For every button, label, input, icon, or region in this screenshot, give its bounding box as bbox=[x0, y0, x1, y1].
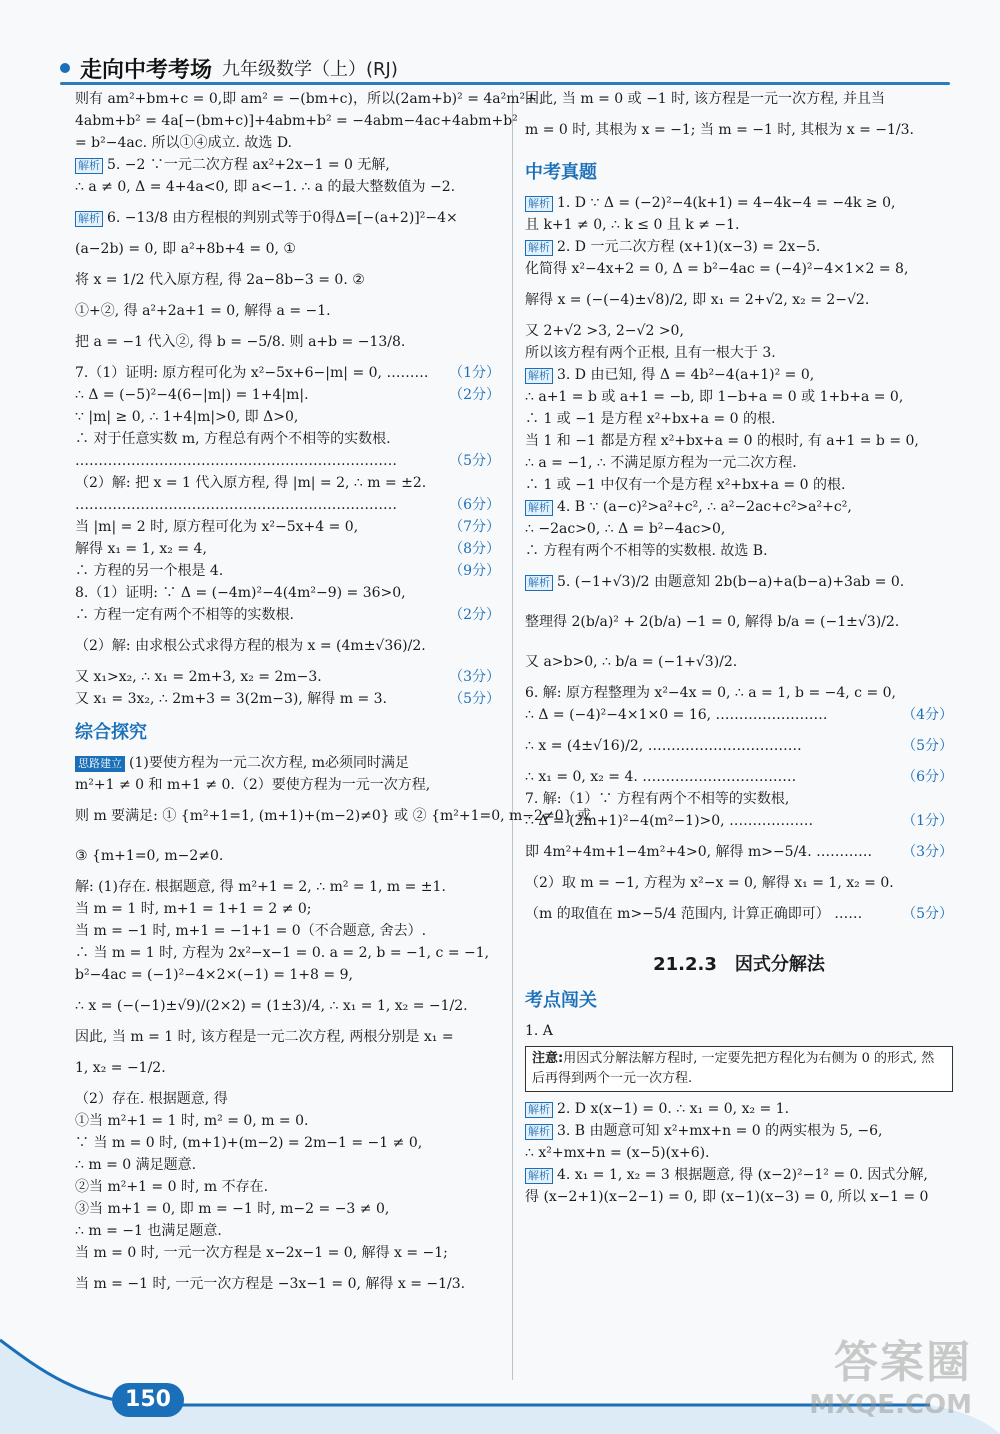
label-tag: 解析 bbox=[75, 211, 103, 227]
text-line bbox=[75, 560, 500, 582]
line-text: ∴ Δ = (2m+1)²−4(m²−1)>0, ……………… bbox=[525, 813, 814, 829]
text-line bbox=[525, 1186, 953, 1208]
text-line bbox=[75, 1154, 500, 1176]
section-heading: 考点闯关 bbox=[525, 990, 597, 1011]
text-line bbox=[525, 342, 953, 364]
text-line bbox=[75, 362, 500, 384]
text-line bbox=[75, 322, 500, 362]
text-line bbox=[75, 176, 500, 198]
line-text: ∴ a+1 = b 或 a+1 = −b, 即 1−b+a = 0 或 1+b+a = 0, bbox=[525, 389, 904, 405]
text-line bbox=[525, 474, 953, 496]
line-text: 因此, 当 m = 0 或 −1 时, 该方程是一元一次方程, 并且当 bbox=[525, 91, 885, 107]
text-line bbox=[525, 1142, 953, 1164]
line-text: 又 x₁>x₂, ∴ x₁ = 2m+3, x₂ = 2m−3. bbox=[75, 669, 322, 685]
score-mark: （5分） bbox=[902, 906, 953, 922]
score-mark: （6分） bbox=[449, 497, 500, 513]
text-line bbox=[525, 192, 953, 214]
line-text: （2）解: 把 x = 1 代入原方程, 得 |m| = 2, ∴ m = ±2. bbox=[75, 475, 427, 491]
label-tag: 解析 bbox=[525, 368, 553, 384]
text-line bbox=[75, 920, 500, 942]
text-line bbox=[75, 472, 500, 494]
score-mark: （6分） bbox=[902, 769, 953, 785]
text-line bbox=[525, 1020, 953, 1042]
line-text: 4. x₁ = 1, x₂ = 3 根据题意, 得 (x−2)²−1² = 0. 因式分解, bbox=[557, 1167, 928, 1183]
line-text: 6. 解: 原方程整理为 x²−4x = 0, ∴ a = 1, b = −4, c = 0, bbox=[525, 685, 897, 701]
text-line bbox=[75, 260, 500, 300]
text-line bbox=[525, 810, 953, 832]
line-text: ∴ 方程有两个不相等的实数根. 故选 B. bbox=[525, 543, 768, 559]
label-tag: 解析 bbox=[525, 1168, 553, 1184]
line-text: ∴ Δ = (−5)²−4(6−|m|) = 1+4|m|. bbox=[75, 387, 309, 403]
text-line bbox=[75, 300, 500, 322]
text-line bbox=[75, 1132, 500, 1154]
text-line bbox=[525, 110, 953, 150]
line-text: ∴ 方程的另一个根是 4. bbox=[75, 563, 224, 579]
column-divider bbox=[512, 90, 513, 1380]
line-text: ∴ 方程一定有两个不相等的实数根. bbox=[75, 607, 294, 623]
line-text: 当 m = 1 时, m+1 = 1+1 = 2 ≠ 0; bbox=[75, 901, 312, 917]
section-heading: 中考真题 bbox=[525, 162, 597, 183]
text-line bbox=[525, 452, 953, 474]
text-line bbox=[75, 1264, 500, 1304]
text-line bbox=[75, 1242, 500, 1264]
text-line bbox=[75, 1026, 500, 1048]
text-line bbox=[75, 110, 518, 132]
score-mark: （9分） bbox=[449, 563, 500, 579]
label-tag: 解析 bbox=[525, 240, 553, 256]
text-line bbox=[75, 154, 500, 176]
page-number: 150 bbox=[112, 1383, 184, 1417]
text-line bbox=[525, 258, 953, 280]
line-text: ∴ x²+mx+n = (x−5)(x+6). bbox=[525, 1145, 710, 1161]
text-line bbox=[525, 518, 953, 540]
line-text: ②当 m²+1 = 0 时, m 不存在. bbox=[75, 1179, 269, 1195]
text-line bbox=[75, 238, 500, 260]
text-line bbox=[75, 604, 500, 626]
label-tag: 解析 bbox=[525, 196, 553, 212]
text-line bbox=[75, 796, 591, 836]
line-text: ∴ 当 m = 1 时, 方程为 2x²−x−1 = 0. a = 2, b = −1, c = −1, bbox=[75, 945, 490, 961]
bullet-icon bbox=[60, 63, 70, 73]
line-text: ①+②, 得 a²+2a+1 = 0, 解得 a = −1. bbox=[75, 303, 331, 319]
line-text: 2. D 一元二次方程 (x+1)(x−3) = 2x−5. bbox=[557, 239, 821, 255]
line-text: 所以该方程有两个正根, 且有一根大于 3. bbox=[525, 345, 776, 361]
line-text: ∵ |m| ≥ 0, ∴ 1+4|m|>0, 即 Δ>0, bbox=[75, 409, 299, 425]
text-line bbox=[525, 894, 953, 934]
text-line bbox=[75, 898, 500, 920]
line-text: 则 m 要满足: ① {m²+1=1, (m+1)+(m−2)≠0} 或 ② {m²+1=0, m−2≠0} 或 bbox=[75, 808, 591, 824]
line-text: 当 m = −1 时, m+1 = −1+1 = 0（不合题意, 舍去）. bbox=[75, 923, 427, 939]
line-text: 则有 am²+bm+c = 0,即 am² = −(bm+c)，所以(2am+b)² = 4a²m²+ bbox=[75, 91, 537, 107]
line-text: （2）解: 由求根公式求得方程的根为 x = (4m±√36)/2. bbox=[75, 638, 426, 654]
text-line bbox=[75, 516, 500, 538]
line-text: 解得 x₁ = 1, x₂ = 4, bbox=[75, 541, 207, 557]
text-line bbox=[75, 666, 500, 688]
line-text: = b²−4ac. 所以①④成立. 故选 D. bbox=[75, 135, 293, 151]
score-mark: （2分） bbox=[449, 607, 500, 623]
text-line bbox=[75, 876, 500, 898]
line-text: 1. D ∵ Δ = (−2)²−4(k+1) = 4−4k−4 = −4k ≥ 0, bbox=[557, 195, 896, 211]
line-text: ∵ 当 m = 0 时, (m+1)+(m−2) = 2m−1 = −1 ≠ 0, bbox=[75, 1135, 423, 1151]
text-line bbox=[525, 704, 953, 726]
text-line bbox=[75, 450, 500, 472]
text-line bbox=[525, 364, 953, 386]
text-line bbox=[525, 766, 953, 788]
text-line bbox=[525, 1164, 953, 1186]
line-text: (1)要使方程为一元二次方程, m必须同时满足 bbox=[129, 755, 410, 771]
text-line bbox=[525, 1098, 953, 1120]
text-line bbox=[75, 198, 500, 238]
right-column bbox=[525, 88, 953, 1208]
line-text: …………………………………………………………… bbox=[75, 453, 397, 469]
line-text: 即 4m²+4m+1−4m²+4>0, 解得 m>−5/4. ………… bbox=[525, 844, 873, 860]
line-text: m = 0 时, 其根为 x = −1; 当 m = −1 时, 其根为 x = −1/3. bbox=[525, 122, 914, 138]
text-line bbox=[525, 872, 953, 894]
label-tag: 解析 bbox=[525, 500, 553, 516]
text-line bbox=[75, 1088, 500, 1110]
text-line bbox=[525, 832, 953, 872]
line-text: ∴ x = (−(−1)±√9)/(2×2) = (1±3)/4, ∴ x₁ = 1, x₂ = −1/2. bbox=[75, 998, 468, 1014]
text-line bbox=[525, 214, 953, 236]
chapter-heading: 21.2.3 因式分解法 bbox=[653, 954, 825, 975]
score-mark: （3分） bbox=[449, 669, 500, 685]
text-line bbox=[525, 726, 953, 766]
line-text: ∴ Δ = (−4)²−4×1×0 = 16, …………………… bbox=[525, 707, 828, 723]
text-line bbox=[75, 1220, 500, 1242]
line-text: ∴ x = (4±√16)/2, …………………………… bbox=[525, 738, 802, 754]
brand-title: 走向中考考场 bbox=[80, 57, 213, 83]
line-text: ∴ x₁ = 0, x₂ = 4. …………………………… bbox=[525, 769, 797, 785]
line-text: ∴ m = −1 也满足题意. bbox=[75, 1223, 222, 1239]
score-mark: （2分） bbox=[449, 387, 500, 403]
line-text: 3. D 由已知, 得 Δ = 4b²−4(a+1)² = 0, bbox=[557, 367, 815, 383]
text-line bbox=[75, 132, 500, 154]
line-text: （2）存在. 根据题意, 得 bbox=[75, 1091, 228, 1107]
score-mark: （5分） bbox=[449, 691, 500, 707]
text-line bbox=[75, 384, 500, 406]
text-line bbox=[525, 562, 953, 602]
line-text: 当 m = 0 时, 一元一次方程是 x−2x−1 = 0, 解得 x = −1; bbox=[75, 1245, 448, 1261]
note-text: 用因式分解法解方程时, 一定要先把方程化为右侧为 0 的形式, 然后再得到两个一元一次方程. bbox=[532, 1051, 935, 1086]
text-line bbox=[75, 688, 500, 710]
text-line bbox=[75, 964, 500, 986]
line-text: 2. D x(x−1) = 0. ∴ x₁ = 0, x₂ = 1. bbox=[557, 1101, 790, 1117]
line-text: 把 a = −1 代入②, 得 b = −5/8. 则 a+b = −13/8. bbox=[75, 334, 406, 350]
note-label: 注意: bbox=[532, 1051, 564, 1066]
text-line bbox=[75, 986, 500, 1026]
text-line bbox=[75, 494, 500, 516]
text-line bbox=[75, 582, 500, 604]
line-text: ∴ m = 0 满足题意. bbox=[75, 1157, 197, 1173]
text-line bbox=[75, 1198, 500, 1220]
text-line bbox=[525, 386, 953, 408]
line-text: b²−4ac = (−1)²−4×2×(−1) = 1+8 = 9, bbox=[75, 967, 353, 983]
section-heading: 综合探究 bbox=[75, 722, 147, 743]
score-mark: （1分） bbox=[902, 813, 953, 829]
line-text: m²+1 ≠ 0 和 m+1 ≠ 0.（2）要使方程为一元一次方程, bbox=[75, 777, 431, 793]
text-line bbox=[75, 942, 500, 964]
page-header bbox=[60, 52, 398, 84]
line-text: 8.（1）证明: ∵ Δ = (−4m)²−4(4m²−9) = 36>0, bbox=[75, 585, 406, 601]
text-line bbox=[525, 788, 953, 810]
line-text: 4. B ∵ (a−c)²>a²+c², ∴ a²−2ac+c²>a²+c², bbox=[557, 499, 852, 515]
line-text: ①当 m²+1 = 1 时, m² = 0, m = 0. bbox=[75, 1113, 309, 1129]
line-text: 3. B 由题意可知 x²+mx+n = 0 的两实根为 5, −6, bbox=[557, 1123, 883, 1139]
text-line bbox=[75, 88, 537, 110]
text-line bbox=[525, 602, 953, 642]
line-text: 又 a>b>0, ∴ b/a = (−1+√3)/2. bbox=[525, 654, 738, 670]
text-line bbox=[525, 1120, 953, 1142]
book-title: 九年级数学（上）(RJ) bbox=[222, 59, 398, 80]
score-mark: （5分） bbox=[449, 453, 500, 469]
line-text: 又 2+√2 >3, 2−√2 >0, bbox=[525, 323, 684, 339]
label-tag: 思路建立 bbox=[75, 756, 125, 772]
line-text: 又 x₁ = 3x₂, ∴ 2m+3 = 3(2m−3), 解得 m = 3. bbox=[75, 691, 387, 707]
line-text: (a−2b) = 0, 即 a²+8b+4 = 0, ① bbox=[75, 241, 296, 257]
line-text: 6. −13/8 由方程根的判别式等于0得Δ=[−(a+2)]²−4× bbox=[107, 210, 458, 226]
text-line bbox=[75, 406, 500, 428]
line-text: 1, x₂ = −1/2. bbox=[75, 1060, 166, 1076]
text-line bbox=[525, 540, 953, 562]
label-tag: 解析 bbox=[525, 1102, 553, 1118]
text-line bbox=[75, 836, 500, 876]
text-line bbox=[525, 430, 953, 452]
line-text: ∴ 对于任意实数 m, 方程总有两个不相等的实数根. bbox=[75, 431, 391, 447]
text-line bbox=[525, 496, 953, 518]
line-text: 且 k+1 ≠ 0, ∴ k ≤ 0 且 k ≠ −1. bbox=[525, 217, 740, 233]
text-line bbox=[75, 1176, 500, 1198]
score-mark: （5分） bbox=[902, 738, 953, 754]
line-text: 1. A bbox=[525, 1023, 553, 1039]
line-text: ∴ 1 或 −1 中仅有一个是方程 x²+bx+a = 0 的根. bbox=[525, 477, 846, 493]
score-mark: （4分） bbox=[902, 707, 953, 723]
label-tag: 解析 bbox=[525, 1124, 553, 1140]
watermark bbox=[809, 1326, 972, 1420]
line-text: …………………………………………………………… bbox=[75, 497, 397, 513]
line-text: ③ {m+1=0, m−2≠0. bbox=[75, 848, 224, 864]
text-line bbox=[525, 88, 953, 110]
line-text: 4abm+b² = 4a[−(bm+c)]+4abm+b² = −4abm−4ac+4abm+b² bbox=[75, 113, 518, 129]
score-mark: （1分） bbox=[449, 365, 500, 381]
line-text: ∴ a = −1, ∴ 不满足原方程为一元二次方程. bbox=[525, 455, 797, 471]
text-line bbox=[525, 408, 953, 430]
text-line bbox=[525, 280, 953, 320]
line-text: 当 |m| = 2 时, 原方程可化为 x²−5x+4 = 0, bbox=[75, 519, 359, 535]
text-line bbox=[75, 752, 500, 774]
text-line bbox=[525, 320, 953, 342]
text-line bbox=[75, 774, 500, 796]
text-line bbox=[525, 236, 953, 258]
score-mark: （8分） bbox=[449, 541, 500, 557]
score-mark: （7分） bbox=[449, 519, 500, 535]
text-line bbox=[75, 538, 500, 560]
line-text: ∴ a ≠ 0, Δ = 4+4a<0, 即 a<−1. ∴ a 的最大整数值为 −2. bbox=[75, 179, 456, 195]
text-line bbox=[525, 642, 953, 682]
line-text: 7.（1）证明: 原方程可化为 x²−5x+6−|m| = 0, ……… bbox=[75, 365, 429, 381]
line-text: 当 m = −1 时, 一元一次方程是 −3x−1 = 0, 解得 x = −1/3. bbox=[75, 1276, 466, 1292]
watermark-main: 答案圈 bbox=[834, 1337, 972, 1388]
note-box bbox=[525, 1046, 953, 1092]
line-text: 5. (−1+√3)/2 由题意知 2b(b−a)+a(b−a)+3ab = 0. bbox=[557, 574, 905, 590]
text-line bbox=[75, 626, 500, 666]
text-line bbox=[75, 1110, 500, 1132]
line-text: 因此, 当 m = 1 时, 该方程是一元二次方程, 两根分别是 x₁ = bbox=[75, 1029, 454, 1045]
line-text: 解得 x = (−(−4)±√8)/2, 即 x₁ = 2+√2, x₂ = 2−√2. bbox=[525, 292, 870, 308]
text-line bbox=[75, 428, 500, 450]
line-text: 得 (x−2+1)(x−2−1) = 0, 即 (x−1)(x−3) = 0, 所以 x−1 = 0 bbox=[525, 1189, 929, 1205]
line-text: 整理得 2(b/a)² + 2(b/a) −1 = 0, 解得 b/a = (−1±√3)/2. bbox=[525, 614, 900, 630]
line-text: 5. −2 ∵一元二次方程 ax²+2x−1 = 0 无解, bbox=[107, 157, 390, 173]
score-mark: （3分） bbox=[902, 844, 953, 860]
line-text: 7. 解:（1）∵ 方程有两个不相等的实数根, bbox=[525, 791, 790, 807]
text-line bbox=[75, 1048, 500, 1088]
line-text: 当 1 和 −1 都是方程 x²+bx+a = 0 的根时, 有 a+1 = b = 0, bbox=[525, 433, 919, 449]
line-text: 解: (1)存在. 根据题意, 得 m²+1 = 2, ∴ m² = 1, m = ±1. bbox=[75, 879, 446, 895]
line-text: （2）取 m = −1, 方程为 x²−x = 0, 解得 x₁ = 1, x₂ = 0. bbox=[525, 875, 894, 891]
line-text: ∴ −2ac>0, ∴ Δ = b²−4ac>0, bbox=[525, 521, 726, 537]
line-text: ③当 m+1 = 0, 即 m = −1 时, m−2 = −3 ≠ 0, bbox=[75, 1201, 390, 1217]
watermark-sub: MXQE.COM bbox=[809, 1390, 972, 1420]
text-line bbox=[525, 682, 953, 704]
label-tag: 解析 bbox=[525, 575, 553, 591]
line-text: （m 的取值在 m>−5/4 范围内, 计算正确即可） …… bbox=[525, 906, 863, 922]
label-tag: 解析 bbox=[75, 158, 103, 174]
header-rule bbox=[60, 82, 950, 85]
line-text: 化简得 x²−4x+2 = 0, Δ = b²−4ac = (−4)²−4×1×2 = 8, bbox=[525, 261, 909, 277]
line-text: 将 x = 1/2 代入原方程, 得 2a−8b−3 = 0. ② bbox=[75, 272, 365, 288]
line-text: ∴ 1 或 −1 是方程 x²+bx+a = 0 的根. bbox=[525, 411, 776, 427]
